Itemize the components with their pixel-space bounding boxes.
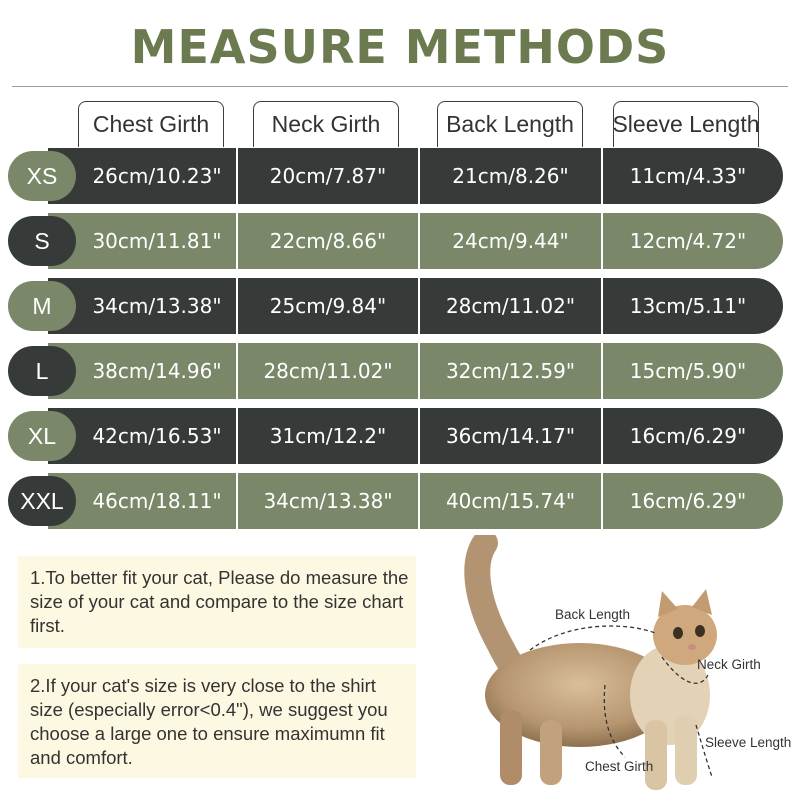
back-length-label: Back Length bbox=[555, 607, 631, 622]
size-label: M bbox=[8, 281, 76, 331]
sleeve-length-cell: 13cm/5.11" bbox=[629, 294, 747, 318]
column-header-back-length: Back Length bbox=[437, 101, 583, 147]
neck-girth-label: Neck Girth bbox=[697, 657, 761, 672]
chest-girth-cell: 34cm/13.38" bbox=[92, 294, 222, 318]
column-header-neck-girth: Neck Girth bbox=[253, 101, 399, 147]
sleeve-length-cell: 11cm/4.33" bbox=[629, 164, 747, 188]
neck-girth-cell: 20cm/7.87" bbox=[269, 164, 387, 188]
size-row-l bbox=[0, 343, 800, 399]
size-label: S bbox=[8, 216, 76, 266]
neck-girth-cell: 22cm/8.66" bbox=[269, 229, 387, 253]
column-header-chest-girth: Chest Girth bbox=[78, 101, 224, 147]
sleeve-length-cell: 15cm/5.90" bbox=[629, 359, 747, 383]
neck-girth-cell: 34cm/13.38" bbox=[263, 489, 393, 513]
size-row-xl bbox=[0, 408, 800, 464]
page-title: MEASURE METHODS bbox=[130, 20, 670, 74]
chest-girth-label: Chest Girth bbox=[585, 759, 654, 774]
back-length-cell: 40cm/15.74" bbox=[445, 489, 576, 513]
size-row-s bbox=[0, 213, 800, 269]
neck-girth-cell: 31cm/12.2" bbox=[269, 424, 387, 448]
chest-girth-cell: 46cm/18.11" bbox=[92, 489, 222, 513]
chest-girth-cell: 26cm/10.23" bbox=[92, 164, 222, 188]
cat-measurement-diagram bbox=[430, 535, 800, 800]
size-label: XS bbox=[8, 151, 76, 201]
size-label: XL bbox=[8, 411, 76, 461]
size-label: L bbox=[8, 346, 76, 396]
neck-girth-cell: 28cm/11.02" bbox=[263, 359, 393, 383]
sleeve-length-cell: 12cm/4.72" bbox=[629, 229, 747, 253]
back-length-cell: 28cm/11.02" bbox=[445, 294, 576, 318]
chest-girth-cell: 42cm/16.53" bbox=[92, 424, 222, 448]
sleeve-length-cell: 16cm/6.29" bbox=[629, 489, 747, 513]
size-row-m bbox=[0, 278, 800, 334]
size-advice-note-2: 2.If your cat's size is very close to the shirt size (especially error<0.4"), we suggest you choose a large one to ensure maximumn fit and comfort. bbox=[18, 664, 416, 778]
column-header-sleeve-length: Sleeve Length bbox=[613, 101, 759, 147]
back-length-cell: 24cm/9.44" bbox=[452, 229, 569, 253]
back-length-cell: 21cm/8.26" bbox=[452, 164, 569, 188]
sleeve-length-cell: 16cm/6.29" bbox=[629, 424, 747, 448]
neck-girth-cell: 25cm/9.84" bbox=[269, 294, 387, 318]
size-row-xs bbox=[0, 148, 800, 204]
title-divider bbox=[12, 86, 788, 87]
chest-girth-cell: 30cm/11.81" bbox=[92, 229, 222, 253]
measure-note-1: 1.To better fit your cat, Please do measure the size of your cat and compare to the size chart first. bbox=[18, 556, 416, 648]
size-row-xxl bbox=[0, 473, 800, 529]
back-length-cell: 36cm/14.17" bbox=[445, 424, 576, 448]
back-length-cell: 32cm/12.59" bbox=[445, 359, 576, 383]
size-label: XXL bbox=[8, 476, 76, 526]
chest-girth-cell: 38cm/14.96" bbox=[92, 359, 222, 383]
sleeve-length-label: Sleeve Length bbox=[705, 735, 792, 750]
